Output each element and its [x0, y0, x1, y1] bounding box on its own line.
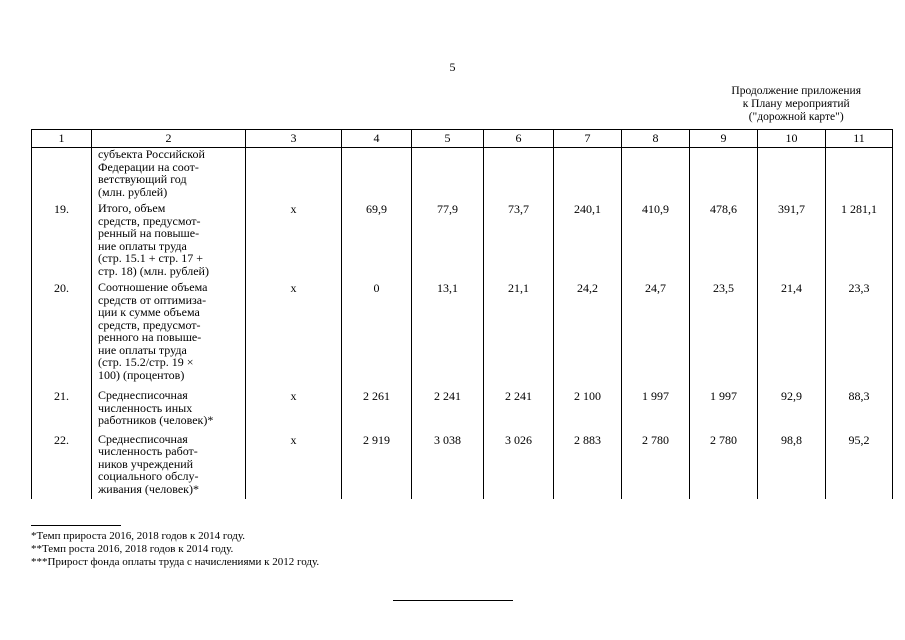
row-name-line: субъекта Российской: [98, 147, 205, 161]
row-name-line: Федерации на соот-: [98, 159, 199, 174]
column-header: 6: [484, 130, 554, 148]
indicators-table: [31, 129, 893, 499]
cell-value: 391,7: [758, 202, 826, 281]
column-header: 11: [826, 130, 893, 148]
row-name-line: численность работ-: [98, 444, 198, 458]
row-number: 20.: [32, 281, 92, 389]
row-name-line: (стр. 15.1 + стр. 17 +: [98, 251, 203, 265]
cell-value: 1 281,1: [826, 202, 893, 281]
row-unit-mark: х: [246, 281, 342, 389]
row-name: [92, 148, 246, 203]
cell-value: 1 997: [622, 389, 690, 433]
row-unit-mark: х: [246, 202, 342, 281]
row-name-line: Среднесписочная: [98, 431, 188, 446]
row-name-line: ние оплаты труда: [98, 238, 187, 253]
cell-value: 3 038: [412, 433, 484, 500]
cell-value: 21,4: [758, 281, 826, 389]
row-name-line: Соотношение объема: [98, 280, 208, 294]
row-name-line: работников (человек)*: [98, 413, 214, 427]
cell-value: 24,2: [554, 281, 622, 389]
cell-value: 13,1: [412, 281, 484, 389]
row-name-line: (млн. рублей): [98, 184, 168, 199]
cell-value: 21,1: [484, 281, 554, 389]
row-name-line: средств, предусмот-: [98, 317, 201, 332]
column-header: 4: [342, 130, 412, 148]
row-name: [92, 389, 246, 433]
footnotes: [31, 530, 319, 569]
row-name-line: социального обслу-: [98, 469, 199, 483]
row-unit-mark: х: [246, 433, 342, 500]
cell-value: 0: [342, 281, 412, 389]
header-row: [32, 130, 893, 148]
row-unit-mark: х: [246, 389, 342, 433]
table-row: [32, 389, 893, 433]
column-header: 3: [246, 130, 342, 148]
table-row: [32, 281, 893, 389]
row-name-line: ции к сумме объема: [98, 305, 200, 319]
row-name-line: ние оплаты труда: [98, 342, 187, 357]
cell-value: 3 026: [484, 433, 554, 500]
row-name-line: Итого, объем: [98, 201, 166, 215]
column-header: 10: [758, 130, 826, 148]
appendix-note: [731, 85, 861, 124]
end-divider: [393, 600, 513, 601]
row-name-line: численность иных: [98, 400, 193, 415]
cell-value: 23,5: [690, 281, 758, 389]
row-name-line: 100) (процентов): [98, 367, 185, 382]
row-name-line: средств, предусмот-: [98, 213, 201, 228]
cell-value: 2 780: [622, 433, 690, 500]
footnote-divider: [31, 525, 121, 526]
cell-value: 88,3: [826, 389, 893, 433]
row-number: 19.: [32, 202, 92, 281]
column-header: 5: [412, 130, 484, 148]
table-row: [32, 202, 893, 281]
cell-value: 2 241: [412, 389, 484, 433]
table-row: [32, 433, 893, 500]
column-header: 1: [32, 130, 92, 148]
cell-value: 1 997: [690, 389, 758, 433]
row-name-line: ников учреждений: [98, 456, 194, 471]
footnote: ***Прирост фонда оплаты труда с начислениями к 2012 году.: [31, 556, 320, 568]
row-number: 22.: [32, 433, 92, 500]
footnote: *Темп прироста 2016, 2018 годов к 2014 году.: [31, 530, 246, 542]
row-name-line: Среднесписочная: [98, 388, 188, 402]
cell-value: 410,9: [622, 202, 690, 281]
appendix-note-line: Продолжение приложения: [731, 85, 861, 97]
cell-value: 98,8: [758, 433, 826, 500]
cell-value: 24,7: [622, 281, 690, 389]
cell-value: 69,9: [342, 202, 412, 281]
row-name: [92, 433, 246, 500]
column-header: 2: [92, 130, 246, 148]
row-name-line: (стр. 15.2/стр. 19 ×: [98, 355, 194, 369]
cell-value: 77,9: [412, 202, 484, 281]
cell-value: 73,7: [484, 202, 554, 281]
cell-value: 478,6: [690, 202, 758, 281]
cell-value: 2 780: [690, 433, 758, 500]
page-number: 5: [449, 60, 456, 74]
table-row-continuation: [32, 148, 893, 203]
cell-value: 2 241: [484, 389, 554, 433]
row-name-line: средств от оптимиза-: [98, 292, 207, 307]
footnote: **Темп роста 2016, 2018 годов к 2014 году.: [31, 543, 234, 555]
row-name-line: ренный на повыше-: [98, 226, 200, 240]
cell-value: 240,1: [554, 202, 622, 281]
row-name: [92, 202, 246, 281]
column-header: 8: [622, 130, 690, 148]
row-name-line: живания (человек)*: [98, 481, 200, 496]
appendix-note-line: к Плану мероприятий: [742, 98, 850, 110]
cell-value: 2 919: [342, 433, 412, 500]
cell-value: 2 883: [554, 433, 622, 500]
cell-value: 95,2: [826, 433, 893, 500]
cell-value: 23,3: [826, 281, 893, 389]
row-name-line: ренного на повыше-: [98, 330, 202, 344]
cell-value: 92,9: [758, 389, 826, 433]
row-name-line: ветствующий год: [98, 172, 187, 186]
cell-value: 2 100: [554, 389, 622, 433]
row-number: 21.: [32, 389, 92, 433]
row-name-line: стр. 18) (млн. рублей): [98, 263, 209, 278]
cell-value: 2 261: [342, 389, 412, 433]
column-header: 9: [690, 130, 758, 148]
row-name: [92, 281, 246, 389]
appendix-note-line: ("дорожной карте"): [748, 111, 844, 123]
column-header: 7: [554, 130, 622, 148]
